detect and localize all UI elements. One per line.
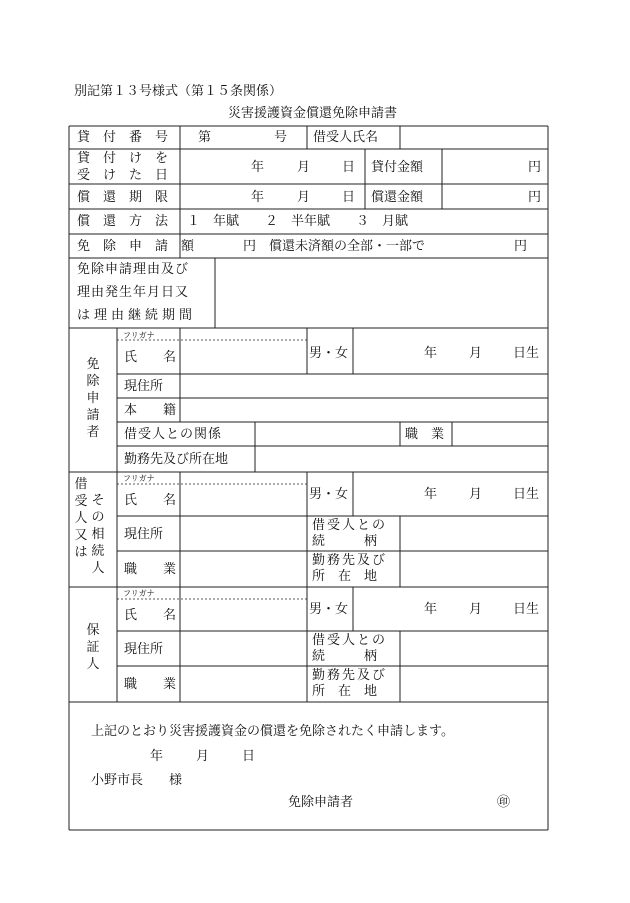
heir-address-label: 現住所 (124, 527, 164, 542)
footer-applicant-label: 免除申請者 (288, 795, 354, 810)
applicant-relation-label: 借受人との関係 (124, 427, 223, 442)
repay-period-year: 年 (251, 190, 265, 205)
applicant-birth-year: 年 (424, 346, 438, 361)
reason-label-2: 理由発生年月日又 (77, 285, 190, 300)
guarantor-birth-month: 月 (469, 602, 483, 617)
exempt-amount-yen: 円 (514, 239, 528, 254)
seal-icon: ㊞ (497, 795, 511, 810)
repay-period-label: 償 還 期 限 (77, 190, 169, 205)
guarantor-address-label: 現住所 (124, 642, 164, 657)
heir-workplace-label-2: 所 在 地 (312, 569, 378, 584)
repay-methods: １ 年賦 ２ 半年賦 ３ 月賦 (187, 214, 409, 229)
loan-amount-label: 貸付金額 (371, 160, 424, 175)
repay-method-label: 償 還 方 法 (77, 214, 169, 229)
heir-relation-label-2: 続 柄 (312, 534, 378, 549)
applicant-furigana: フリガナ (123, 331, 155, 340)
applicant-occupation-label: 職 業 (405, 427, 445, 442)
footer-statement: 上記のとおり災害援護資金の償還を免除されたく申請します。 (91, 724, 454, 739)
loan-date-label-1: 貸 付 け を (77, 151, 169, 166)
heir-name-label: 氏 名 (124, 493, 177, 508)
applicant-birth-month: 月 (469, 346, 483, 361)
guarantor-birth-year: 年 (424, 602, 438, 617)
footer-date-day: 日 (242, 749, 256, 764)
form-reference: 別記第１３号様式（第１５条関係） (74, 84, 283, 99)
guarantor-relation-label-1: 借受人との (312, 633, 388, 648)
exempt-amount-label: 免 除 申 請 額 (77, 239, 195, 254)
form-title: 災害援護資金償還免除申請書 (228, 106, 398, 121)
loan-amount-yen: 円 (528, 160, 542, 175)
applicant-workplace-label: 勤務先及び所在地 (124, 452, 229, 467)
heir-section-label-col1: 借受人又は (74, 477, 88, 560)
guarantor-workplace-label-1: 勤務先及び (312, 668, 388, 683)
applicant-section-label: 免除申請者 (86, 357, 100, 440)
footer-date-month: 月 (196, 749, 210, 764)
guarantor-occupation-label: 職 業 (124, 677, 177, 692)
guarantor-relation-label-2: 続 柄 (312, 649, 378, 664)
heir-gender: 男・女 (309, 487, 349, 502)
heir-section-label-col2: その相続人 (91, 493, 105, 576)
repay-period-month: 月 (297, 190, 311, 205)
borrower-name-label: 借受人氏名 (313, 130, 379, 145)
dai-text: 第 (198, 130, 212, 145)
loan-date-month: 月 (297, 160, 311, 175)
heir-workplace-label-1: 勤務先及び (312, 553, 388, 568)
heir-birth-day: 日生 (513, 487, 540, 502)
applicant-birth-day: 日生 (513, 346, 540, 361)
applicant-gender: 男・女 (309, 346, 349, 361)
reason-label-3: は理由継続期間 (77, 308, 197, 323)
repay-amount-label: 償還金額 (371, 190, 424, 205)
repay-period-day: 日 (342, 190, 356, 205)
guarantor-furigana: フリガナ (123, 589, 155, 598)
loan-date-year: 年 (251, 160, 265, 175)
loan-date-day: 日 (342, 160, 356, 175)
heir-birth-year: 年 (424, 487, 438, 502)
guarantor-section-label: 保証人 (86, 623, 100, 672)
exempt-amount-text: 円 償還未済額の全部・一部で (243, 239, 426, 254)
applicant-domicile-label: 本 籍 (124, 403, 177, 418)
reason-label-1: 免除申請理由及び (77, 262, 190, 277)
loan-date-label-2: 受 け た 日 (77, 168, 169, 183)
guarantor-birth-day: 日生 (513, 602, 540, 617)
heir-birth-month: 月 (469, 487, 483, 502)
heir-furigana: フリガナ (123, 474, 155, 483)
loan-number-label: 貸 付 番 号 (77, 130, 169, 145)
heir-relation-label-1: 借受人との (312, 518, 388, 533)
footer-date-year: 年 (150, 749, 164, 764)
applicant-name-label: 氏 名 (124, 350, 177, 365)
guarantor-workplace-label-2: 所 在 地 (312, 684, 378, 699)
guarantor-name-label: 氏 名 (124, 608, 177, 623)
go-text: 号 (274, 130, 288, 145)
applicant-address-label: 現住所 (124, 379, 164, 394)
footer-addressee: 小野市長 様 (91, 773, 183, 788)
guarantor-gender: 男・女 (309, 602, 349, 617)
repay-amount-yen: 円 (528, 190, 542, 205)
heir-occupation-label: 職 業 (124, 562, 177, 577)
